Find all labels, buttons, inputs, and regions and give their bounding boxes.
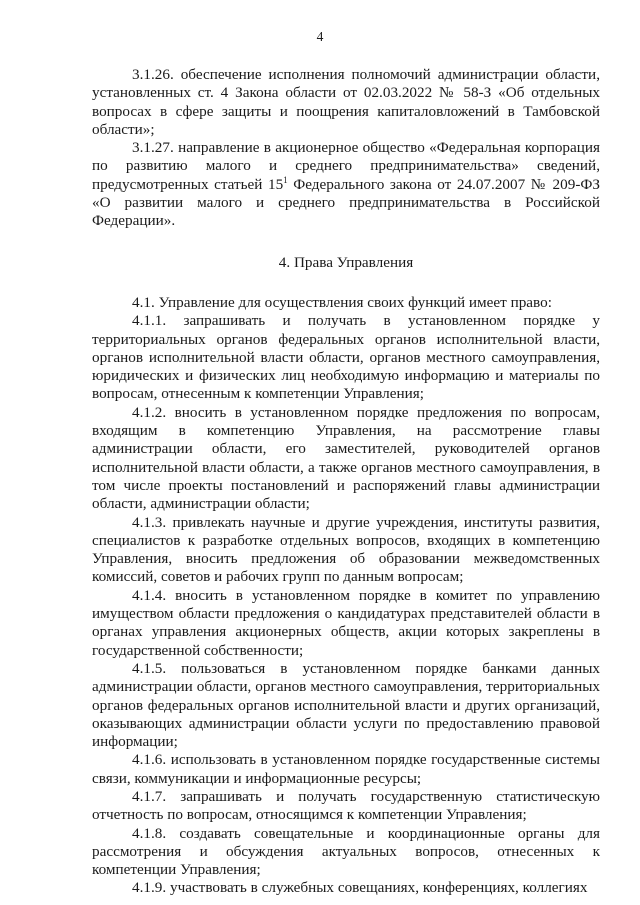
paragraph-3-1-27 bbox=[92, 139, 600, 230]
paragraph-4-1-8: 4.1.8. создавать совещательные и координационные органы для рассмотрения и обсуждения актуальных вопросов, отнесенных к компетенции Управления; bbox=[92, 824, 600, 879]
paragraph-4-1-3: 4.1.3. привлекать научные и другие учреждения, институты развития, специалистов к разработке отдельных вопросов, входящих в компетенцию Управления, вносить предложения об образовании межведомственных комиссий, советов и рабочих групп по данным вопросам; bbox=[92, 513, 600, 586]
paragraph-4-1: 4.1. Управление для осуществления своих функций имеет право: bbox=[132, 293, 552, 311]
paragraph-3-1-27-text-after: Федерального закона от 24.07.2007 № 209-ФЗ «О развитии малого и среднего предпринимательства в Российской Федерации». bbox=[92, 175, 600, 230]
paragraph-4-1-4: 4.1.4. вносить в установленном порядке в комитет по управлению имуществом области предложения о кандидатурах представителей области в органах управления акционерных обществ, акции которых закреплены в государственной собственности; bbox=[92, 586, 600, 659]
paragraph-4-1-9: 4.1.9. участвовать в служебных совещаниях, конференциях, коллегиях bbox=[132, 879, 588, 897]
page-number: 4 bbox=[316, 29, 324, 44]
document-body bbox=[92, 66, 600, 898]
paragraph-4-1-6: 4.1.6. использовать в установленном порядке государственные системы связи, коммуникации и информационные ресурсы; bbox=[92, 751, 600, 787]
paragraph-4-1-5: 4.1.5. пользоваться в установленном порядке банками данных администрации области, органов местного самоуправления, территориальных органов федеральных органов исполнительной власти и других организаций, оказывающих администрации области услуги по предоставлению правовой информации; bbox=[92, 659, 600, 751]
paragraph-4-1-7: 4.1.7. запрашивать и получать государственную статистическую отчетность по вопросам, относящимся к компетенции Управления; bbox=[92, 787, 600, 824]
paragraph-4-1-2: 4.1.2. вносить в установленном порядке предложения по вопросам, входящим в компетенцию Управления, на рассмотрение главы администрации области, его заместителей, руководителей органов исполнительной власти области, а также органов местного самоуправления, в том числе проекты постановлений и распоряжений главы администрации области, администрации области; bbox=[92, 403, 600, 513]
footnote-superscript: 1 bbox=[283, 174, 288, 185]
paragraph-4-1-1: 4.1.1. запрашивать и получать в установленном порядке у территориальных органов федеральных органов исполнительной власти, органов исполнительной власти области, органов местного самоуправления, юридических и физических лиц необходимую информацию и материалы по вопросам, отнесенным к компетенции Управления; bbox=[92, 312, 600, 403]
paragraph-3-1-27-text-before: 3.1.27. направление в акционерное общество «Федеральная корпорация по развитию малого и среднего предпринимательства» сведений, предусмотренных статьей 15 bbox=[92, 139, 600, 193]
paragraph-3-1-26: 3.1.26. обеспечение исполнения полномочий администрации области, установленных ст. 4 Закона области от 02.03.2022 № 58-З «Об отдельных вопросах в сфере защиты и поощрения капиталовложений в Тамбовской области»; bbox=[92, 66, 600, 138]
section-heading: 4. Права Управления bbox=[278, 253, 414, 271]
